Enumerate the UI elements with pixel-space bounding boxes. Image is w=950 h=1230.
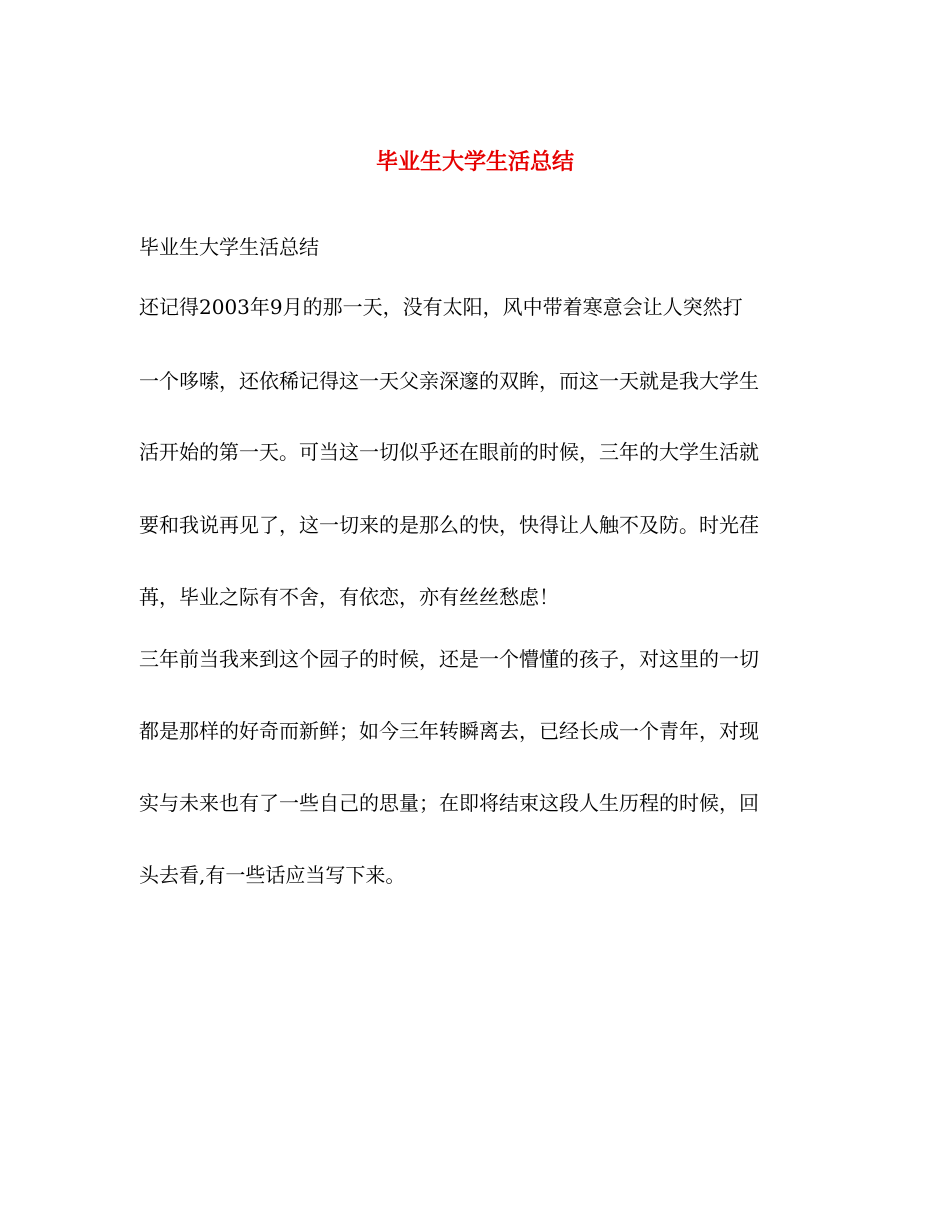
paragraph-2-line-1: 三年前当我来到这个园子的时候，还是一个懵懂的孩子，对这里的一切: [139, 647, 759, 671]
paragraph-1-line-1: 还记得2003年9月的那一天，没有太阳，风中带着寒意会让人突然打: [139, 295, 743, 319]
paragraph-2-line-2: 都是那样的好奇而新鲜；如今三年转瞬离去，已经长成一个青年，对现: [139, 719, 759, 743]
paragraph-1-line-3: 活开始的第一天。可当这一切似乎还在眼前的时候，三年的大学生活就: [139, 440, 759, 464]
paragraph-1-line-4: 要和我说再见了，这一切来的是那么的快，快得让人触不及防。时光荏: [139, 513, 759, 537]
document-title: 毕业生大学生活总结: [375, 149, 574, 175]
paragraph-1-line-2: 一个哆嗦，还依稀记得这一天父亲深邃的双眸，而这一天就是我大学生: [139, 369, 759, 393]
paragraph-2-line-3: 实与未来也有了一些自己的思量；在即将结束这段人生历程的时候，回: [139, 791, 759, 815]
paragraph-2-line-4: 头去看,有一些话应当写下来。: [139, 863, 406, 887]
document-subtitle: 毕业生大学生活总结: [139, 235, 319, 259]
paragraph-1-line-5: 苒，毕业之际有不舍，有依恋，亦有丝丝愁虑！: [139, 585, 559, 609]
